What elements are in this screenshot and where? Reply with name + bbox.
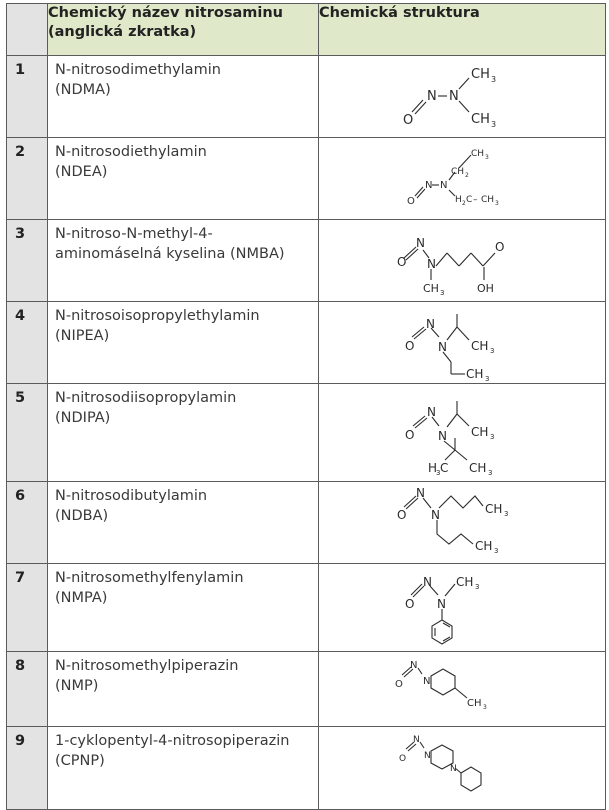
row-name-cell xyxy=(48,302,319,384)
bond xyxy=(459,101,469,112)
butyl-chain xyxy=(437,520,473,544)
compound-abbr: (NDMA) xyxy=(55,82,111,98)
ndipa-structure xyxy=(319,384,606,482)
group-oh: OH xyxy=(477,282,494,295)
butyl-chain xyxy=(439,496,483,508)
compound-abbr: (NIPEA) xyxy=(55,328,110,344)
compound-abbr: (CPNP) xyxy=(55,753,105,769)
atom-o: O xyxy=(399,754,407,764)
table-row xyxy=(7,564,606,652)
atom-o: O xyxy=(395,679,403,690)
atom-n: N xyxy=(438,340,447,354)
row-name-cell xyxy=(48,564,319,652)
structure-cell xyxy=(319,138,606,220)
table-row xyxy=(7,384,606,482)
bond xyxy=(412,100,423,112)
compound-abbr: (NDIPA) xyxy=(55,410,111,426)
row-index: 3 xyxy=(7,220,48,302)
group-ch3: CH xyxy=(475,539,493,553)
bond xyxy=(445,450,455,460)
subscript: 3 xyxy=(494,547,499,555)
group-h2c: H xyxy=(455,195,462,205)
compound-name: N-nitroso-N-methyl-4- xyxy=(55,226,213,242)
atom-n: N xyxy=(426,317,435,331)
nmp-structure xyxy=(319,652,606,727)
subscript: 3 xyxy=(491,75,497,84)
bond xyxy=(471,253,483,266)
compound-name: N-nitrosomethylfenylamin xyxy=(55,570,244,586)
compound-abbr: (NDEA) xyxy=(55,164,108,180)
atom-n: N xyxy=(427,257,436,271)
row-index: 6 xyxy=(7,482,48,564)
bond xyxy=(408,744,416,751)
atom-o: O xyxy=(403,113,414,128)
subscript: 3 xyxy=(440,289,445,297)
atom-o: O xyxy=(405,428,415,442)
table-row xyxy=(7,482,606,564)
cpnp-structure xyxy=(319,727,606,810)
cyclohexyl-ring xyxy=(461,767,481,791)
row-name-cell xyxy=(48,220,319,302)
structure-cell xyxy=(319,564,606,652)
bond xyxy=(459,253,471,266)
bond xyxy=(420,742,424,748)
bond-dash: – xyxy=(473,195,478,205)
compound-name: N-nitrosodimethylamin xyxy=(55,62,221,78)
nmpa-structure xyxy=(319,564,606,652)
bond xyxy=(457,414,469,426)
bond xyxy=(415,187,423,196)
group-ch3: CH xyxy=(481,195,495,205)
atom-n: N xyxy=(425,180,433,191)
ndma-structure xyxy=(319,56,606,138)
bond xyxy=(417,189,425,198)
subscript: 2 xyxy=(465,172,469,179)
header-name-cell: Chemický název nitrosaminu (anglická zkratka) xyxy=(48,4,319,56)
group-ch3: CH xyxy=(471,149,485,159)
subscript: 3 xyxy=(495,200,499,207)
compound-name: N-nitrosomethylpiperazin xyxy=(55,658,239,674)
atom-o: O xyxy=(397,255,407,269)
group-ch3: CH xyxy=(469,461,487,475)
compound-abbr: (NDBA) xyxy=(55,508,109,524)
row-index: 8 xyxy=(7,652,48,727)
atom-n: N xyxy=(416,486,425,500)
subscript: 3 xyxy=(491,120,497,129)
compound-name: N-nitrosodibutylamin xyxy=(55,488,208,504)
structure-cell xyxy=(319,727,606,810)
group-ch3: CH xyxy=(471,339,489,353)
atom-n: N xyxy=(437,597,446,611)
atom-n: N xyxy=(413,735,420,745)
atom-n: N xyxy=(431,508,440,522)
row-index: 4 xyxy=(7,302,48,384)
group-ch3: CH xyxy=(471,112,490,127)
atom-n: N xyxy=(424,751,431,761)
piperazine-ring xyxy=(431,669,455,695)
group-ch3: CH xyxy=(467,698,482,709)
subscript: 3 xyxy=(436,469,441,477)
bond xyxy=(483,253,495,266)
row-index: 1 xyxy=(7,56,48,138)
table-row xyxy=(7,652,606,727)
structure-cell xyxy=(319,56,606,138)
table-row xyxy=(7,56,606,138)
bond xyxy=(447,414,457,427)
compound-abbr: aminomáselná kyselina (NMBA) xyxy=(55,246,285,262)
nitrosamine-table xyxy=(6,3,606,810)
atom-n: N xyxy=(423,676,431,687)
nmba-structure xyxy=(319,220,606,302)
subscript: 3 xyxy=(475,583,480,591)
row-name-cell xyxy=(48,56,319,138)
table-row xyxy=(7,138,606,220)
group-h3c: H xyxy=(428,461,438,475)
subscript: 3 xyxy=(490,433,495,441)
bond xyxy=(445,584,455,596)
atom-n: N xyxy=(438,429,447,443)
group-ch3: CH xyxy=(471,67,490,82)
nipea-structure xyxy=(319,302,606,384)
bond xyxy=(436,253,447,266)
atom-o: O xyxy=(407,196,415,207)
header-structure-cell: Chemická struktura xyxy=(319,4,606,56)
header-row xyxy=(7,4,606,56)
bond xyxy=(455,688,467,698)
group-c: C xyxy=(466,195,473,205)
table-row xyxy=(7,220,606,302)
structure-cell xyxy=(319,302,606,384)
atom-n: N xyxy=(416,236,425,250)
atom-n: N xyxy=(427,405,436,419)
group-ch2: CH xyxy=(451,167,465,177)
atom-n: N xyxy=(449,89,459,104)
atom-o: O xyxy=(405,597,415,611)
row-name-cell xyxy=(48,384,319,482)
row-index: 7 xyxy=(7,564,48,652)
subscript: 2 xyxy=(462,200,466,207)
atom-o: O xyxy=(405,339,415,353)
atom-n: N xyxy=(423,575,432,589)
subscript: 3 xyxy=(504,510,509,518)
bond xyxy=(418,668,422,674)
row-index: 2 xyxy=(7,138,48,220)
subscript: 3 xyxy=(488,469,493,477)
row-name-cell xyxy=(48,138,319,220)
row-name-cell xyxy=(48,652,319,727)
atom-o: O xyxy=(495,240,505,254)
row-name-cell xyxy=(48,727,319,810)
ndba-structure xyxy=(319,482,606,564)
table-row xyxy=(7,727,606,810)
group-ch3: CH xyxy=(466,367,484,381)
structure-cell xyxy=(319,482,606,564)
structure-cell xyxy=(319,220,606,302)
atom-o: O xyxy=(397,508,407,522)
table-row xyxy=(7,302,606,384)
header-index-cell xyxy=(7,4,48,56)
bond xyxy=(447,253,459,266)
compound-name: N-nitrosoisopropylethylamin xyxy=(55,308,260,324)
compound-abbr: (NMPA) xyxy=(55,590,108,606)
atom-n: N xyxy=(427,89,437,104)
group-ch3: CH xyxy=(423,282,439,295)
compound-name: 1-cyklopentyl-4-nitrosopiperazin xyxy=(55,733,290,749)
atom-n: N xyxy=(440,180,448,191)
structure-cell xyxy=(319,384,606,482)
row-name-cell xyxy=(48,482,319,564)
bond xyxy=(455,450,467,460)
subscript: 3 xyxy=(485,375,490,383)
compound-name: N-nitrosodiisopropylamin xyxy=(55,390,237,406)
subscript: 3 xyxy=(485,154,489,161)
bond xyxy=(447,327,457,340)
atom-n: N xyxy=(450,764,457,774)
subscript: 3 xyxy=(483,704,487,711)
bond xyxy=(415,102,426,114)
bond xyxy=(457,327,469,340)
group-ch3: CH xyxy=(485,502,503,516)
atom-n: N xyxy=(410,660,418,671)
row-index: 5 xyxy=(7,384,48,482)
group-ch3: CH xyxy=(456,575,474,589)
compound-abbr: (NMP) xyxy=(55,678,99,694)
group-c: C xyxy=(440,461,449,475)
group-ch3: CH xyxy=(471,425,489,439)
bond xyxy=(459,78,469,89)
row-index: 9 xyxy=(7,727,48,810)
structure-cell xyxy=(319,652,606,727)
subscript: 3 xyxy=(490,347,495,355)
compound-name: N-nitrosodiethylamin xyxy=(55,144,207,160)
ndea-structure xyxy=(319,138,606,220)
